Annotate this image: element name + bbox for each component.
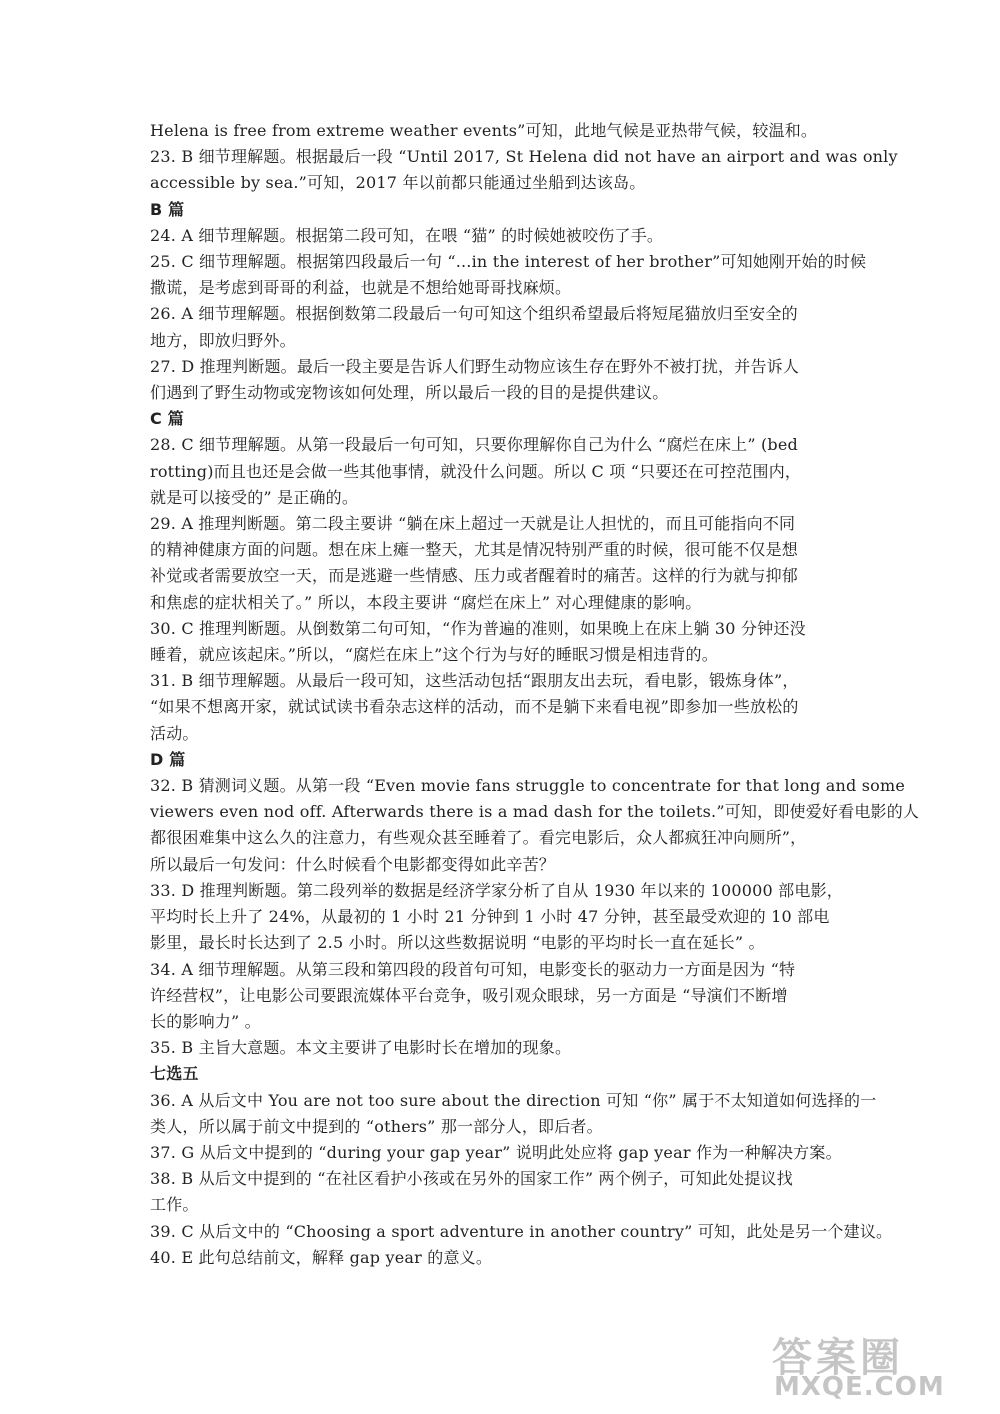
watermark xyxy=(772,1326,972,1406)
watermark-logo: 答案圈 xyxy=(772,1335,904,1381)
text-line: 就是可以接受的” 是正确的。 xyxy=(150,487,359,507)
text-line: 26. A 细节理解题。根据倒数第二段最后一句可知这个组织希望最后将短尾猫放归至安全的 xyxy=(150,304,798,324)
section-heading-b: B 篇 xyxy=(150,199,185,219)
text-line: accessible by sea.”可知，2017 年以前都只能通过坐船到达该岛。 xyxy=(150,173,646,193)
text-line: 类人，所以属于前文中提到的 “others” 那一部分人，即后者。 xyxy=(150,1116,603,1136)
text-line: 33. D 推理判断题。第二段列举的数据是经济学家分析了自从 1930 年以来的 100000 部电影， xyxy=(150,880,843,900)
text-line: 许经营权”，让电影公司要跟流媒体平台竞争，吸引观众眼球，另一方面是 “导演们不断增 xyxy=(150,985,788,1005)
section-heading-d: D 篇 xyxy=(150,749,186,769)
text-line: viewers even nod off. Afterwards there is a mad dash for the toilets.”可知，即使爱好看电影的人 xyxy=(150,802,920,822)
text-line: 28. C 细节理解题。从第一段最后一句可知，只要你理解你自己为什么 “腐烂在床上” (bed xyxy=(150,435,798,455)
text-line: 长的影响力” 。 xyxy=(150,1011,261,1031)
text-line: 35. B 主旨大意题。本文主要讲了电影时长在增加的现象。 xyxy=(150,1038,572,1058)
text-line: 37. G 从后文中提到的 “during your gap year” 说明此处应将 gap year 作为一种解决方案。 xyxy=(150,1142,842,1162)
section-heading-c: C 篇 xyxy=(150,409,184,429)
text-line: 29. A 推理判断题。第二段主要讲 “躺在床上超过一天就是让人担忧的，而且可能指向不同 xyxy=(150,514,796,534)
text-line: 活动。 xyxy=(150,723,199,743)
text-line: 睡着，就应该起床。”所以，“腐烂在床上”这个行为与好的睡眠习惯是相违背的。 xyxy=(150,645,718,665)
text-line: rotting)而且也还是会做一些其他事情，就没什么问题。所以 C 项 “只要还在可控范围内， xyxy=(150,461,802,481)
watermark-url: MXQE.COM xyxy=(774,1372,945,1402)
text-line: 都很困难集中这么久的注意力，有些观众甚至睡着了。看完电影后，众人都疯狂冲向厕所”， xyxy=(150,828,807,848)
text-line: 的精神健康方面的问题。想在床上瘫一整天，尤其是情况特别严重的时候，很可能不仅是想 xyxy=(150,540,799,560)
section-heading-seven-choose-five: 七选五 xyxy=(150,1064,199,1084)
text-line: Helena is free from extreme weather events”可知，此地气候是亚热带气候，较温和。 xyxy=(150,121,818,140)
text-line: 30. C 推理判断题。从倒数第二句可知，“作为普遍的准则，如果晚上在床上躺 30 分钟还没 xyxy=(150,618,806,638)
answer-explanations xyxy=(150,118,920,1271)
text-line: 23. B 细节理解题。根据最后一段 “Until 2017, St Helena did not have an airport and was only xyxy=(150,147,898,167)
text-line: 39. C 从后文中的 “Choosing a sport adventure in another country” 可知，此处是另一个建议。 xyxy=(150,1221,893,1241)
text-line: 40. E 此句总结前文，解释 gap year 的意义。 xyxy=(150,1247,493,1267)
text-line: 影里，最长时长达到了 2.5 小时。所以这些数据说明 “电影的平均时长一直在延长” 。 xyxy=(150,933,765,953)
text-line: 所以最后一句发问：什么时候看个电影都变得如此辛苦？ xyxy=(150,854,556,874)
text-line: 31. B 细节理解题。从最后一段可知，这些活动包括“跟朋友出去玩，看电影，锻炼身体”， xyxy=(150,671,799,691)
text-line: 27. D 推理判断题。最后一段主要是告诉人们野生动物应该生存在野外不被打扰，并告诉人 xyxy=(150,356,800,376)
text-line: 34. A 细节理解题。从第三段和第四段的段首句可知，电影变长的驱动力一方面是因为 “特 xyxy=(150,959,796,979)
text-line: 24. A 细节理解题。根据第二段可知，在喂 “猫” 的时候她被咬伤了手。 xyxy=(150,225,664,245)
text-line: 工作。 xyxy=(150,1195,199,1215)
text-line: 和焦虑的症状相关了。” 所以，本段主要讲 “腐烂在床上” 对心理健康的影响。 xyxy=(150,592,702,612)
text-line: 38. B 从后文中提到的 “在社区看护小孩或在另外的国家工作” 两个例子，可知此处提议找 xyxy=(150,1169,793,1189)
text-line: 们遇到了野生动物或宠物该如何处理，所以最后一段的目的是提供建议。 xyxy=(150,383,669,403)
text-line: 地方，即放归野外。 xyxy=(150,330,296,350)
text-line: “如果不想离开家，就试试读书看杂志这样的活动，而不是躺下来看电视”即参加一些放松的 xyxy=(150,697,799,717)
text-line: 补觉或者需要放空一天，而是逃避一些情感、压力或者醒着时的痛苦。这样的行为就与抑郁 xyxy=(150,566,799,586)
text-line: 平均时长上升了 24%，从最初的 1 小时 21 分钟到 1 小时 47 分钟，甚至最受欢迎的 10 部电 xyxy=(150,907,830,927)
text-line: 32. B 猜测词义题。从第一段 “Even movie fans struggle to concentrate for that long and some xyxy=(150,776,906,796)
text-line: 36. A 从后文中 You are not too sure about the direction 可知 “你” 属于不太知道如何选择的一 xyxy=(150,1090,877,1110)
text-line: 撒谎，是考虑到哥哥的利益，也就是不想给她哥哥找麻烦。 xyxy=(150,278,572,298)
text-line: 25. C 细节理解题。根据第四段最后一句 “...in the interest of her brother”可知她刚开始的时候 xyxy=(150,252,867,272)
